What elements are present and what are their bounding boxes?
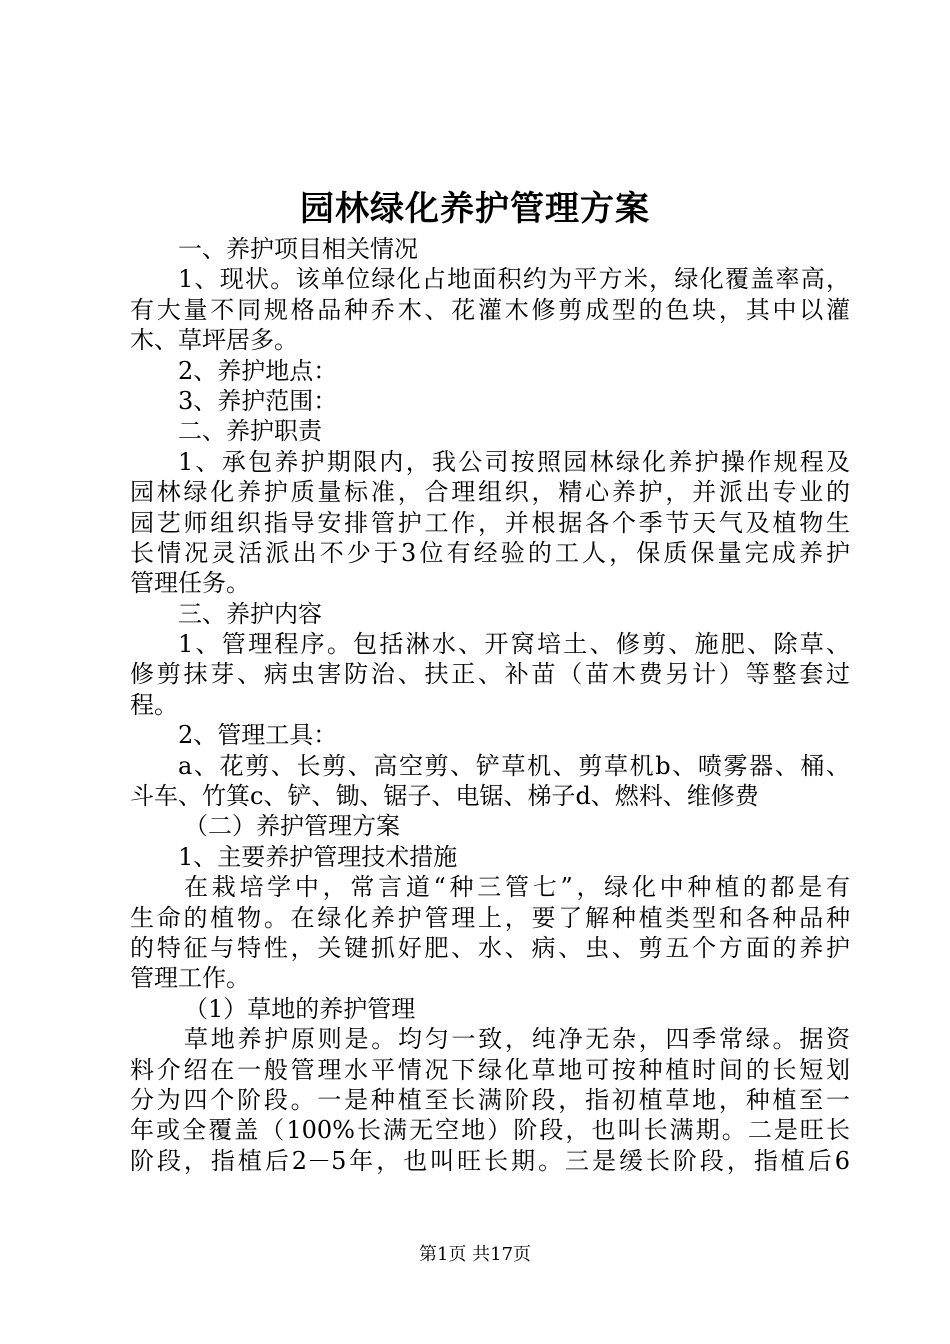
text-line: 生命的植物。在绿化养护管理上，要了解种植类型和各种品种	[130, 903, 850, 932]
text-line: 1、主要养护管理技术措施	[178, 842, 458, 871]
page-footer: 第1页 共17页	[418, 1244, 532, 1265]
text-line: 阶段，指植后2－5年，也叫旺长期。三是缓长阶段，指植后6	[130, 1146, 850, 1175]
document-title: 园林绿化养护管理方案	[300, 189, 650, 229]
text-line: 一、养护项目相关情况	[178, 235, 418, 263]
text-line: （1）草地的养护管理	[184, 994, 416, 1023]
text-line: 木、草坪居多。	[130, 326, 298, 355]
text-line: 程。	[130, 690, 178, 719]
text-line: 的特征与特性，关键抓好肥、水、病、虫、剪五个方面的养护	[130, 933, 850, 962]
text-line: 2、养护地点：	[178, 356, 338, 385]
text-line: 有大量不同规格品种乔木、花灌木修剪成型的色块，其中以灌	[130, 295, 850, 324]
text-line: 分为四个阶段。一是种植至长满阶段，指初植草地，种植至一	[130, 1085, 850, 1114]
text-line: 1、管理程序。包括淋水、开窝培土、修剪、施肥、除草、	[178, 630, 850, 659]
text-line: 修剪抹芽、病虫害防治、扶正、补苗（苗木费另计）等整套过	[130, 660, 850, 689]
text-line: 在栽培学中，常言道“种三管七”，绿化中种植的都是有	[184, 873, 850, 902]
text-line: 1、现状。该单位绿化占地面积约为平方米，绿化覆盖率高，	[178, 265, 850, 294]
text-line: 斗车、竹箕c、铲、锄、锯子、电锯、梯子d、燃料、维修费	[130, 782, 759, 811]
text-line: （二）养护管理方案	[184, 812, 400, 841]
text-line: 三、养护内容	[178, 599, 322, 628]
text-line: 长情况灵活派出不少于3位有经验的工人，保质保量完成养护	[130, 538, 850, 567]
text-line: 园艺师组织指导安排管护工作，并根据各个季节天气及植物生	[130, 508, 850, 537]
text-line: 年或全覆盖（100%长满无空地）阶段，也叫长满期。二是旺长	[130, 1116, 850, 1145]
text-line: 料介绍在一般管理水平情况下绿化草地可按种植时间的长短划	[130, 1055, 850, 1084]
text-line: 3、养护范围：	[178, 386, 338, 415]
text-line: a、花剪、长剪、高空剪、铲草机、剪草机b、喷雾器、桶、	[178, 751, 850, 780]
text-line: 园林绿化养护质量标准，合理组织，精心养护，并派出专业的	[130, 478, 850, 507]
text-line: 管理任务。	[130, 569, 250, 598]
text-line: 管理工作。	[130, 964, 250, 993]
text-line: 2、管理工具：	[178, 721, 338, 750]
text-line: 二、养护职责	[178, 417, 322, 446]
text-line: 1、承包养护期限内，我公司按照园林绿化养护操作规程及	[178, 447, 850, 476]
text-line: 草地养护原则是。均匀一致，纯净无杂，四季常绿。据资	[184, 1025, 850, 1054]
document-body	[130, 234, 850, 1176]
